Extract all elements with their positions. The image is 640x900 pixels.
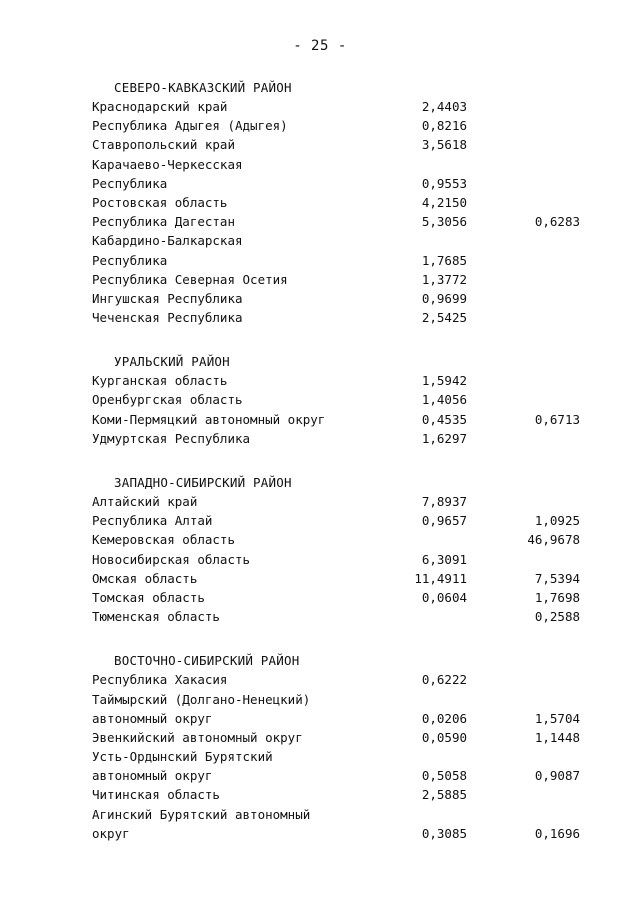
region-name: автономный округ	[92, 710, 213, 726]
table-row	[92, 805, 592, 824]
value-column-1: 1,7685	[421, 252, 467, 268]
table-row	[92, 97, 592, 116]
region-name: Читинская область	[92, 787, 220, 803]
region-name: Эвенкийский автономный округ	[92, 729, 303, 745]
table-row	[92, 410, 592, 429]
table-row	[92, 492, 592, 511]
region-table	[92, 78, 592, 868]
table-row	[92, 193, 592, 212]
value-column-1: 0,6222	[421, 672, 467, 688]
value-column-1: 4,2150	[421, 194, 467, 210]
value-column-2: 0,1696	[534, 825, 580, 841]
table-row	[92, 429, 592, 448]
region-name: Кабардино-Балкарская	[92, 233, 243, 249]
value-column-1: 0,8216	[421, 118, 467, 134]
region-name: Оренбургская область	[92, 392, 243, 408]
table-row	[92, 670, 592, 689]
value-column-1: 6,3091	[421, 551, 467, 567]
region-name: автономный округ	[92, 768, 213, 784]
region-name: Агинский Бурятский автономный	[92, 806, 311, 822]
region-name: Республика Хакасия	[92, 672, 228, 688]
value-column-1: 0,9553	[421, 175, 467, 191]
section-title: ВОСТОЧНО-СИБИРСКИЙ РАЙОН	[114, 653, 300, 669]
region-name: Коми-Пермяцкий автономный округ	[92, 411, 326, 427]
region-name: Кемеровская область	[92, 532, 235, 548]
value-column-1: 5,3056	[421, 214, 467, 230]
table-row	[92, 607, 592, 626]
table-row	[92, 135, 592, 154]
section-title: ЗАПАДНО-СИБИРСКИЙ РАЙОН	[114, 475, 292, 490]
region-name: Удмуртская Республика	[92, 430, 251, 446]
value-column-1: 0,5058	[421, 768, 467, 784]
region-section	[92, 651, 592, 843]
value-column-2: 0,6283	[534, 214, 580, 230]
region-name: Курганская область	[92, 373, 228, 389]
value-column-2: 46,9678	[527, 532, 580, 548]
region-name: Алтайский край	[92, 494, 198, 509]
table-row	[92, 116, 592, 135]
region-name: Карачаево-Черкесская	[92, 156, 243, 172]
value-column-1: 0,0604	[421, 589, 467, 605]
value-column-1: 2,5885	[421, 787, 467, 803]
region-name: Ставропольский край	[92, 137, 235, 153]
region-name: Республика	[92, 175, 168, 191]
value-column-1: 0,4535	[421, 411, 467, 427]
table-row	[92, 588, 592, 607]
region-name: Омская область	[92, 570, 198, 586]
region-name: округ	[92, 825, 130, 841]
value-column-1: 1,5942	[421, 373, 467, 389]
value-column-1: 1,6297	[421, 430, 467, 446]
region-name: Новосибирская область	[92, 551, 251, 567]
value-column-2: 0,9087	[534, 768, 580, 784]
region-name: Чеченская Республика	[92, 310, 243, 326]
table-row	[92, 289, 592, 308]
region-name: Республика Дагестан	[92, 214, 235, 230]
table-row	[92, 212, 592, 231]
region-name: Томская область	[92, 589, 205, 605]
table-row	[92, 530, 592, 549]
table-row	[92, 766, 592, 785]
value-column-1: 0,9699	[421, 290, 467, 306]
table-row	[92, 270, 592, 289]
value-column-1: 0,0590	[421, 729, 467, 745]
value-column-1: 1,4056	[421, 392, 467, 408]
table-row	[92, 511, 592, 530]
table-row	[92, 155, 592, 174]
value-column-1: 11,4911	[414, 570, 467, 586]
value-column-1: 0,9657	[421, 513, 467, 529]
section-title: УРАЛЬСКИЙ РАЙОН	[114, 354, 230, 370]
section-title: СЕВЕРО-КАВКАЗСКИЙ РАЙОН	[114, 80, 292, 95]
table-row	[92, 251, 592, 270]
table-row	[92, 824, 592, 843]
value-column-1: 2,4403	[421, 99, 467, 114]
table-row	[92, 569, 592, 588]
region-name: Таймырский (Долгано-Ненецкий)	[92, 691, 311, 707]
region-section	[92, 78, 592, 327]
table-row	[92, 174, 592, 193]
value-column-1: 7,8937	[421, 494, 467, 509]
value-column-2: 1,5704	[534, 710, 580, 726]
region-name: Усть-Ордынский Бурятский	[92, 749, 273, 765]
value-column-2: 1,0925	[534, 513, 580, 529]
value-column-2: 1,1448	[534, 729, 580, 745]
table-row	[92, 550, 592, 569]
table-row	[92, 728, 592, 747]
value-column-2: 0,6713	[534, 411, 580, 427]
table-row	[92, 308, 592, 327]
value-column-2: 7,5394	[534, 570, 580, 586]
table-row	[92, 690, 592, 709]
table-row	[92, 785, 592, 804]
region-name: Республика Северная Осетия	[92, 271, 288, 287]
page-number: - 25 -	[293, 38, 347, 54]
value-column-1: 3,5618	[421, 137, 467, 153]
region-name: Краснодарский край	[92, 99, 228, 114]
region-section	[92, 473, 592, 626]
value-column-1: 0,0206	[421, 710, 467, 726]
value-column-2: 1,7698	[534, 589, 580, 605]
table-row	[92, 371, 592, 390]
value-column-1: 1,3772	[421, 271, 467, 287]
table-row	[92, 747, 592, 766]
region-name: Республика	[92, 252, 168, 268]
table-row	[92, 231, 592, 250]
region-name: Республика Алтай	[92, 513, 213, 529]
value-column-1: 0,3085	[421, 825, 467, 841]
table-row	[92, 709, 592, 728]
region-name: Республика Адыгея (Адыгея)	[92, 118, 288, 134]
region-name: Ингушская Республика	[92, 290, 243, 306]
value-column-1: 2,5425	[421, 310, 467, 326]
table-row	[92, 390, 592, 409]
value-column-2: 0,2588	[534, 609, 580, 625]
region-section	[92, 352, 592, 448]
region-name: Тюменская область	[92, 609, 220, 625]
region-name: Ростовская область	[92, 194, 228, 210]
